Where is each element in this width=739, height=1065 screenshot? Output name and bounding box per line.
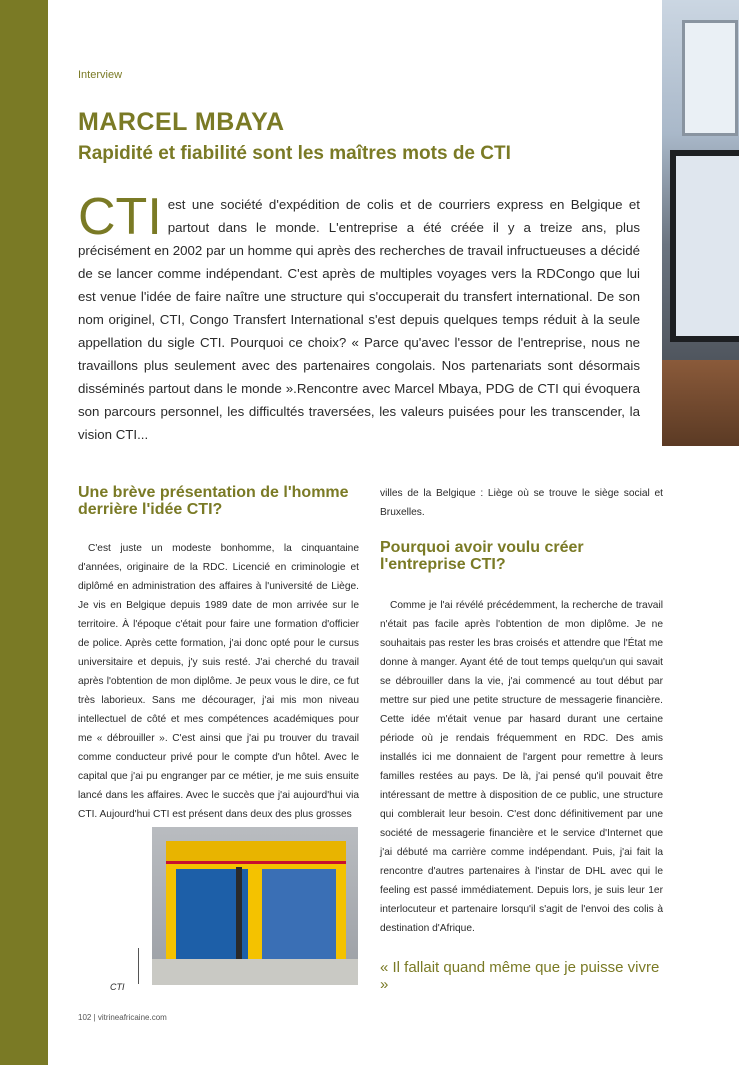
pull-quote: « Il fallait quand même que je puisse vivre »	[380, 959, 660, 993]
shop-pavement	[152, 959, 358, 985]
caption-rule	[138, 948, 139, 984]
page-number: 102	[78, 1013, 92, 1022]
office-desk	[662, 360, 739, 446]
section1-body: C'est juste un modeste bonhomme, la cinquantaine d'années, originaire de la RDC. Licencié en criminologie et diplômé en administration des affaires à l'université de Liège. Je vis en Belgique depuis 1989 date de mon arrivée sur le territoire. À l'époque c'était pour faire une formation d'officier de police. Après cette formation, j'ai donc opté pour le cursus universitaire et depuis, j'y suis resté. J'ai cherché du travail après l'obtention de mon diplôme. Je peux vous le dire, ce fut très laborieux. Sans me décourager, j'ai mis mon niveau intellectuel de côté et mes compétences académiques pour me « débrouiller ». C'est ainsi que j'ai pu trouver du travail comme conducteur privé pour le compte d'un hôtel. Avec le capital que j'ai pu engranger par ce métier, je me suis ensuite lancé dans les affaires. Avec le succès que j'ai aujourd'hui via CTI. Aujourd'hui CTI est présent dans deux des plus grosses	[78, 543, 359, 820]
office-window	[682, 20, 738, 136]
page-footer	[78, 1013, 167, 1022]
cti-shop-photo	[152, 827, 358, 985]
article-subtitle: Rapidité et fiabilité sont les maîtres mots de CTI	[78, 143, 511, 164]
right-column	[380, 484, 663, 993]
section1-heading: Une brève présentation de l'homme derrière l'idée CTI?	[78, 484, 349, 518]
section1-body-continued: villes de la Belgique : Liège où se trouve le siège social et Bruxelles.	[380, 488, 663, 518]
section2-body: Comme je l'ai révélé précédemment, la recherche de travail n'était pas facile après l'obtention de mon diplôme. Je ne souhaitais pas rester les bras croisés et attendre que l'État me donne à manger. Ayant été de tout temps quelqu'un qui savait se débrouiller dans la vie, j'ai commencé au tout début par mettre sur pied une petite structure de messagerie financière. Cette idée m'était venue par hasard durant une certaine période où je rendais fréquemment en RDC. Des amis installés ici me donnaient de l'argent pour remettre à leurs familles restées au pays. De là, j'ai pensé qu'il pouvait être intéressant de mettre à disposition de ce public, une structure qui comblerait leur besoin. C'est donc définitivement par une société de messagerie financière et le service d'Internet que j'ai débuté ma carrière comme indépendant. Puis, j'ai fait la rencontre d'autres partenaires à l'instar de DHL avec qui le feeling est passé immédiatement. Depuis lors, je suis leur 1er interlocuteur et partenaire lorsqu'il s'agit de l'envoi des colis à destination d'Afrique.	[380, 600, 663, 934]
shop-sign	[166, 841, 346, 864]
side-accent-bar	[0, 0, 48, 1065]
shop-window	[262, 869, 336, 961]
intro-paragraph	[78, 188, 640, 446]
intro-dropcap: CTI	[78, 188, 162, 246]
left-column	[78, 484, 359, 824]
section2-heading: Pourquoi avoir voulu créer l'entreprise CTI?	[380, 539, 584, 573]
article-title: MARCEL MBAYA	[78, 108, 285, 136]
intro-text: est une société d'expédition de colis et de courriers express en Belgique et partout dans le monde. L'entreprise a été créée il y a treize ans, plus précisément en 2002 par un homme qui après des recherches de travail infructueuses a décidé de se lancer comme indépendant. C'est après de multiples voyages vers la RDCongo que lui est venue l'idée de faire naître une structure qui s'occuperait du transfert international. De son nom originel, CTI, Congo Transfert International s'est depuis quelques temps réduit à la seule appellation du sigle CTI. Pourquoi ce choix? « Parce qu'avec l'essor de l'entreprise, nous ne travaillons plus seulement avec des partenaires congolais. Nos partenariats sont désormais disséminés partout dans le monde ».Rencontre avec Marcel Mbaya, PDG de CTI qui évoquera son parcours personnel, les difficultés traversées, les valeurs puisées pour les transcender, la vision CTI...	[78, 197, 640, 442]
footer-site: vitrineafricaine.com	[97, 1013, 167, 1022]
photo-caption: CTI	[110, 982, 125, 992]
office-photo	[662, 0, 739, 446]
section-label: Interview	[78, 69, 123, 81]
footer-separator: |	[93, 1013, 96, 1022]
office-monitor	[670, 150, 739, 342]
